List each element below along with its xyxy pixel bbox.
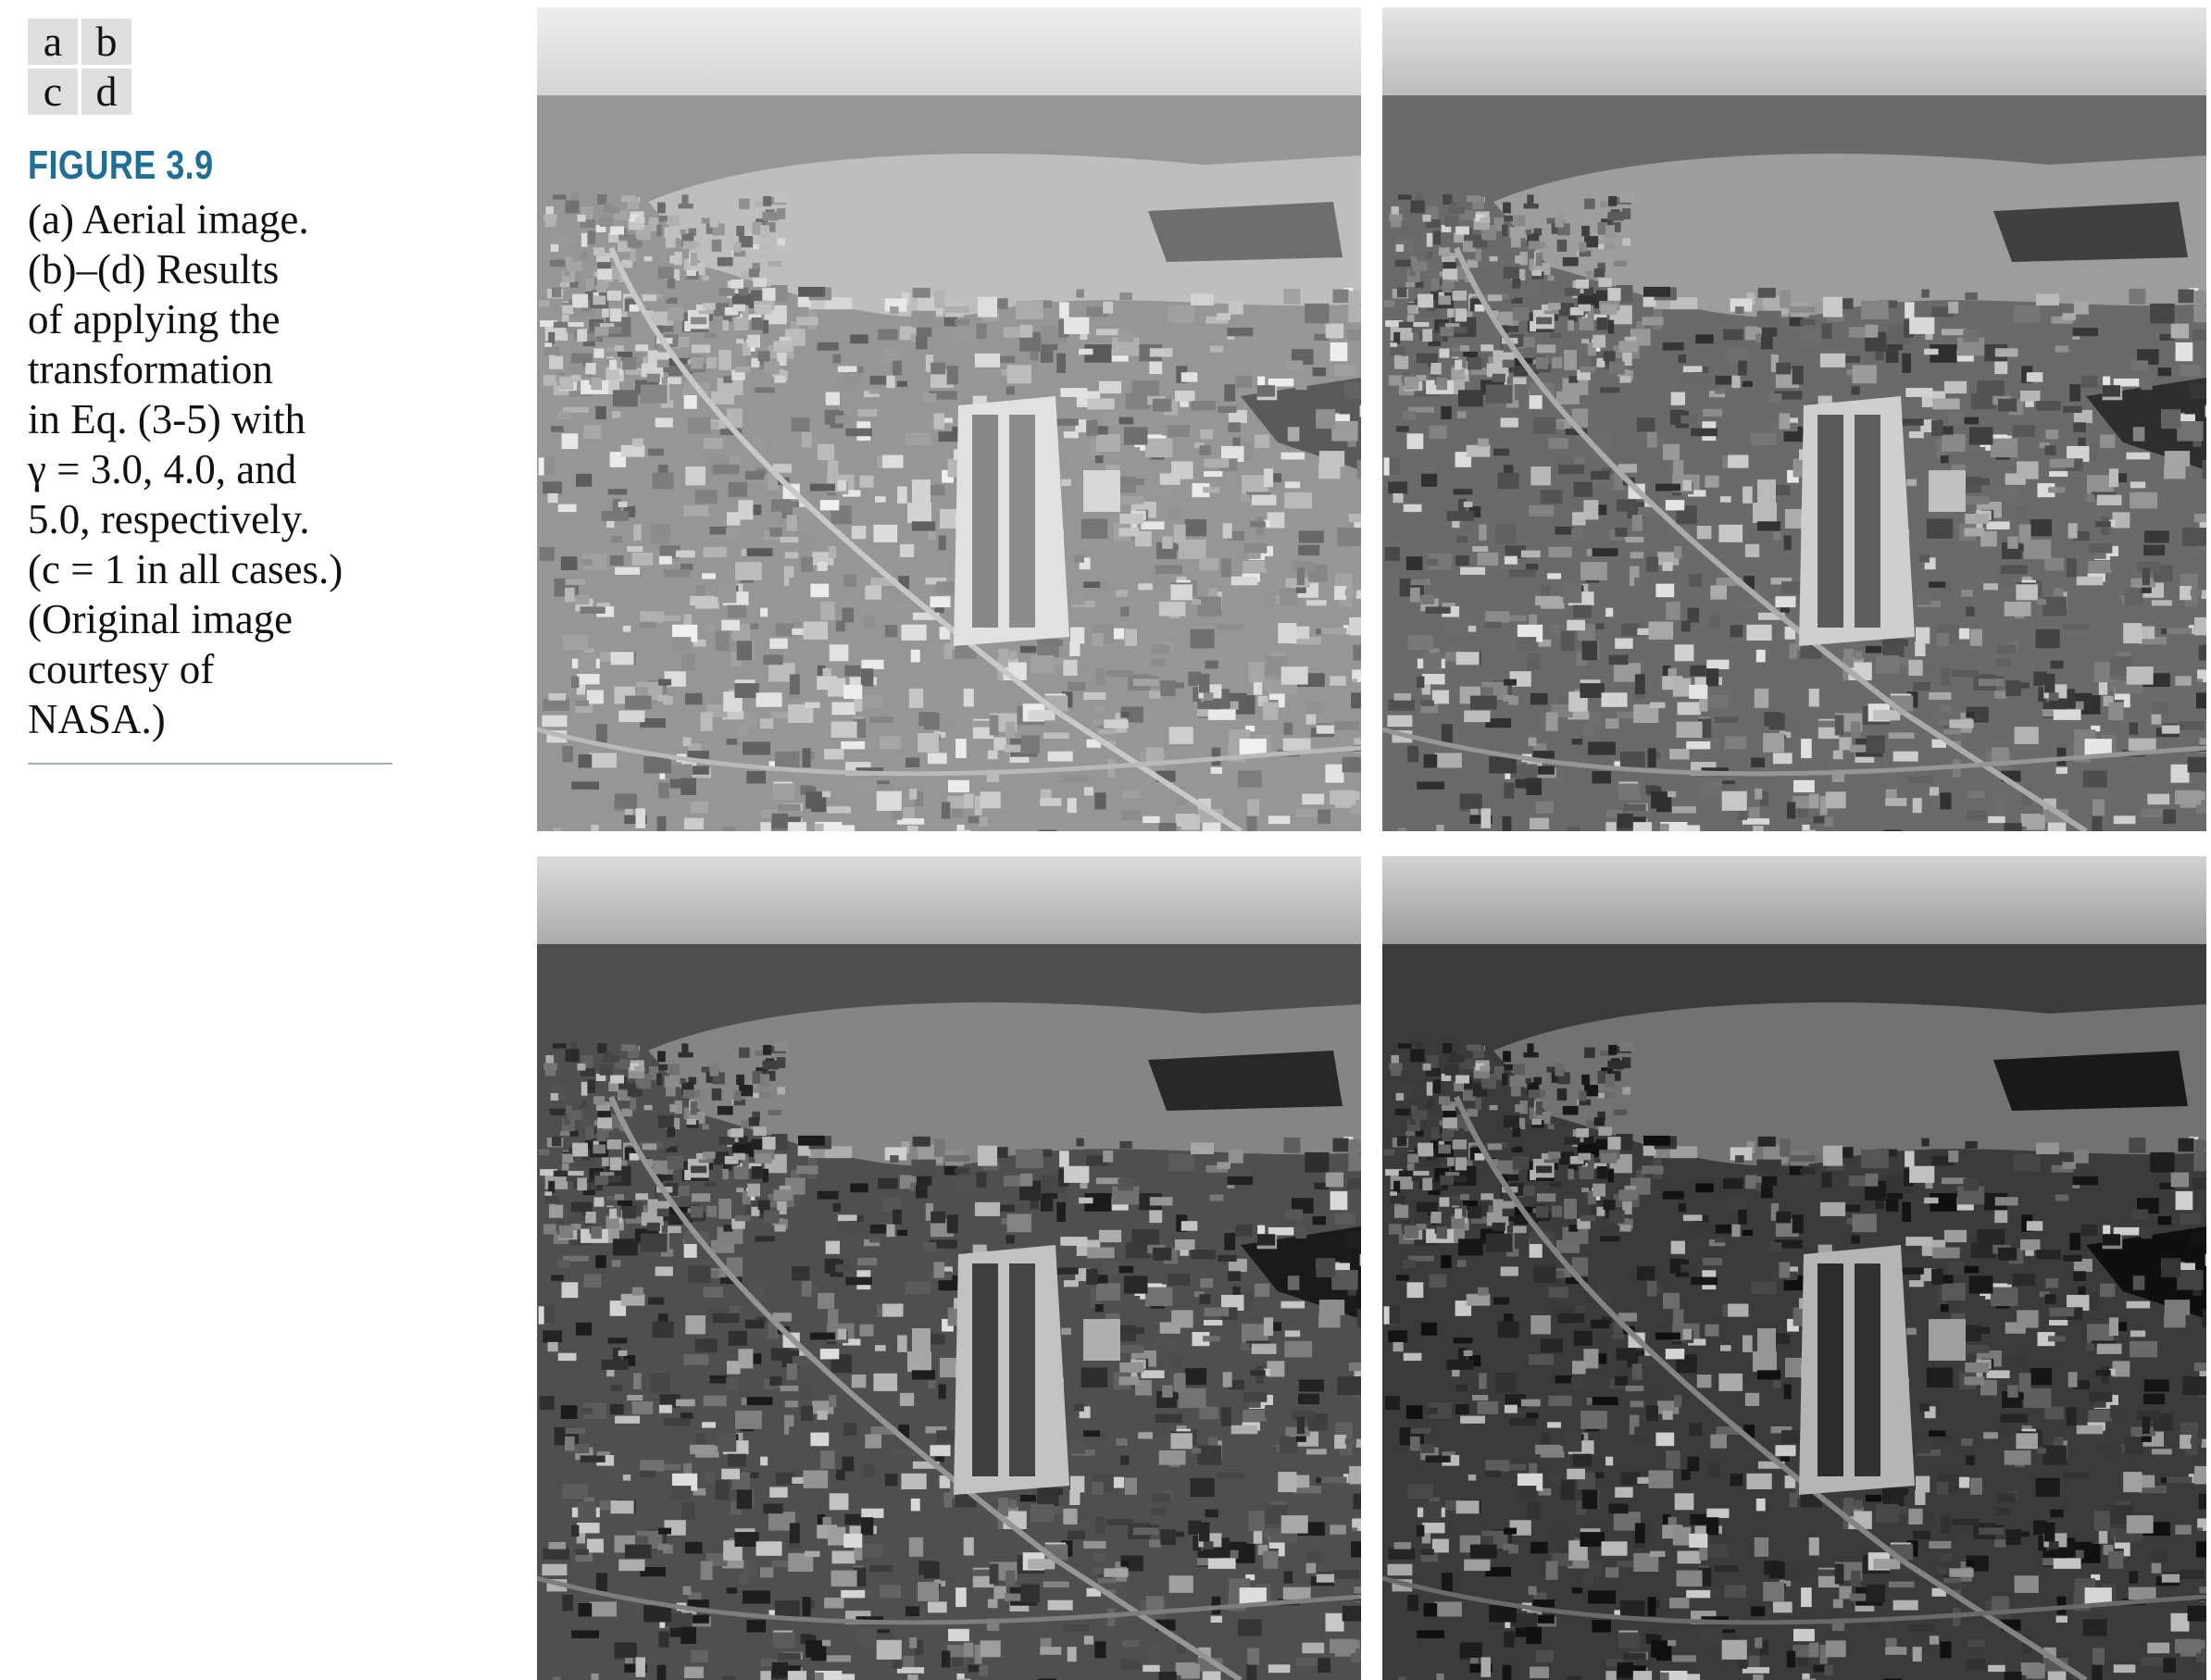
caption-line: (b)–(d) Results bbox=[28, 244, 417, 294]
aerial-photo-panel-d bbox=[1382, 856, 2206, 1680]
aerial-photo-panel-a bbox=[537, 7, 1361, 831]
caption-divider bbox=[28, 763, 393, 765]
aerial-scene-c bbox=[537, 856, 1361, 1680]
panel-key-d: d bbox=[81, 68, 131, 115]
caption-line: NASA.) bbox=[28, 694, 417, 744]
panel-key-b: b bbox=[81, 19, 131, 65]
caption-line: (Original image bbox=[28, 594, 417, 644]
figure-caption bbox=[28, 194, 417, 744]
caption-line: courtesy of bbox=[28, 644, 417, 694]
caption-line: γ = 3.0, 4.0, and bbox=[28, 444, 417, 494]
panel-key-grid bbox=[28, 19, 131, 115]
caption-line: (c = 1 in all cases.) bbox=[28, 544, 417, 594]
caption-line: transformation bbox=[28, 344, 417, 394]
caption-line: 5.0, respectively. bbox=[28, 494, 417, 544]
caption-line: of applying the bbox=[28, 294, 417, 344]
aerial-scene-d bbox=[1382, 856, 2206, 1680]
aerial-scene-a bbox=[537, 7, 1361, 831]
figure-label: FIGURE 3.9 bbox=[28, 143, 214, 189]
caption-line: in Eq. (3-5) with bbox=[28, 394, 417, 444]
aerial-photo-panel-b bbox=[1382, 7, 2206, 831]
caption-line: (a) Aerial image. bbox=[28, 194, 417, 244]
panel-key-a: a bbox=[28, 19, 78, 65]
panel-key-c: c bbox=[28, 68, 78, 115]
aerial-photo-panel-c bbox=[537, 856, 1361, 1680]
aerial-scene-b bbox=[1382, 7, 2206, 831]
